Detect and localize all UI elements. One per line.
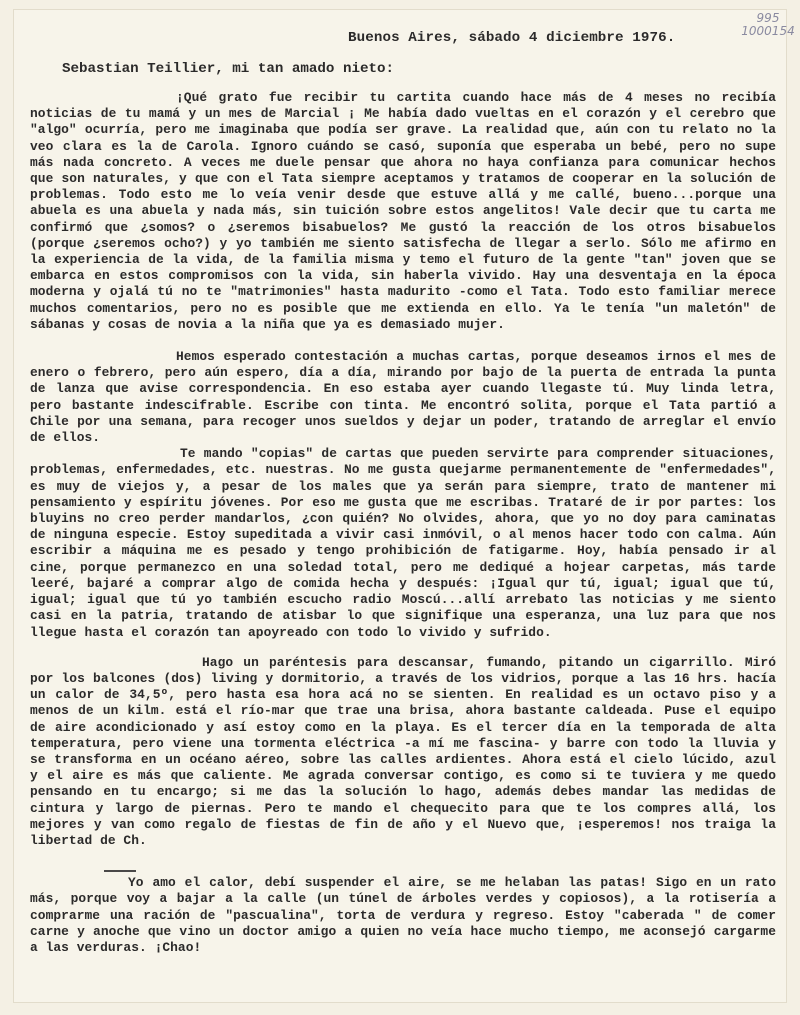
section-separator — [104, 870, 136, 872]
paragraph-1: ¡Qué grato fue recibir tu cartita cuando hace más de 4 meses no recibía noticias de tu mamá y un mes de Marcial ¡ Me había dado vueltas en el corazón y el cerebro que "algo" ocurría, pero me imaginaba que podía ser grave. La realidad que, aún con tu relato no la veo clara es la de Carola. Ignoro cuándo se casó, suponía que esperaba un bebé, pero no supe más nada concreto. A veces me duele pensar que ahora no haya confianza para comunicar hechos que son naturales, y que con el Tata siempre aceptamos y tratamos de cooperar en la solución de problemas. Todo esto me lo veía venir desde que estuve allá y me callé, bueno...porque una abuela es una abuela y nada más, sin tuición sobre estos angelitos! Vale decir que tu carta me confirmó que ¿somos? o ¿seremos bisabuelos? Me gustó la reacción de los otros bisabuelos (porque ¿seremos ocho?) y yo también me siento satisfecha de llegar a serlo. Sólo me afirmo en la experiencia de la vida, de la familia misma y temo el futuro de la gente "tan" joven que se embarca en estos compromisos con la vida, sin haberla vivido. Hay una desventaja en la época moderna y ojalá tú no te "matrimonies" hasta madurito -como el Tata. Todo esto familiar merece muchos comentarios, pero no es posible que me extienda en ello. Ya le tenía "un maletón" de sábanas y cosas de novia a la niña que ya es demasiado mujer. — [30, 90, 776, 332]
letter-body — [30, 90, 776, 956]
paragraph-5: Yo amo el calor, debí suspender el aire, se me helaban las patas! Sigo en un rato más, porque voy a bajar a la calle (un túnel de árboles verdes y copiosos), a la rotisería a comprarme una ración de "pascualina", torta de verdura y regreso. Estoy "caberada " de comer carne y anoche que vino un doctor amigo a quien no veía hace mucho tiempo, me aconsejó cargarme a las verduras. ¡Chao! — [30, 875, 776, 955]
archive-number: 995 1000154 — [741, 11, 795, 38]
paragraph-3: Te mando "copias" de cartas que pueden servirte para comprender situaciones, problemas, enfermedades, etc. nuestras. No me gusta quejarme permanentemente de "enfermedades", es muy de viejos y, a pesar de los males que ya serán para siempre, trato de mantener mi pensamiento y espíritu jóvenes. Por eso me gusta que me escribas. Trataré de ir por partes: los bluyins no creo perder mandarlos, ¿con quién? No olvides, ahora, que yo no doy para caminatas de ninguna especie. Estoy supeditada a vivir casi inmóvil, o al menos hacer todo con calma. Aún escribir a máquina me es pesado y tengo prohibición de fatigarme. Hoy, había pensado ir al cine, porque permanezco en una soledad total, pero me dediqué a hojear carpetas, más tarde leeré, bajaré a comprar algo de comida hecha y después: ¡Igual qur tú, igual; igual que tú, igual; igual que tú yo también escucho radio Moscú...allí arrebato las noticias y me siento casi en la patria, tratando de atisbar lo que signifique una esperanza, una luz para que nos llegue hasta el corazón tan apoyreado con todo lo vivido y sufrido. — [30, 446, 776, 640]
paragraph-2: Hemos esperado contestación a muchas cartas, porque deseamos irnos el mes de enero o febrero, pero aún espero, día a día, mirando por bajo de la puerta de entrada la punta de lanza que avise correspondencia. En eso estaba ayer cuando llegaste tú. Muy linda letra, pero bastante indescifrable. Escribe con tinta. Me encontró solita, porque el Tata partió a Chile por una semana, para recoger unos sueldos y dejar un poder, tratando de arreglar el envío de ellos. — [30, 349, 776, 446]
dateline: Buenos Aires, sábado 4 diciembre 1976. — [348, 30, 676, 46]
paragraph-4: Hago un paréntesis para descansar, fumando, pitando un cigarrillo. Miró por los balcones (dos) living y dormitorio, a través de los vidrios, porque a las 16 hrs. hacía un calor de 34,5º, pero hasta esa hora acá no se sienten. En realidad es un octavo piso y a menos de un kilm. está el río-mar que trae una brisa, ahora bastante caldeada. Puse el equipo de aire acondicionado y así estoy como en la playa. Es el tercer día en la temporada de alta temperatura, pero viene una tormenta eléctrica -a mí me fascina- y barre con todo la lluvia y se transforma en un océano aéreo, sobre las calles ardientes. Ahora está el cielo lúcido, azul y el aire es más que caliente. Me agrada conversar contigo, es como si te tuviera y me quedo pensando en tu encargo; si me das la solución lo hago, además debes mandar las medidas de cintura y largo de piernas. Pero te mando el chequecito para que te los compres allá, los mejores y van como regalo de fiestas de fin de año y el Nuevo que, ¡esperemos! nos traiga la libertad de Ch. — [30, 654, 776, 848]
salutation: Sebastian Teillier, mi tan amado nieto: — [62, 61, 395, 77]
